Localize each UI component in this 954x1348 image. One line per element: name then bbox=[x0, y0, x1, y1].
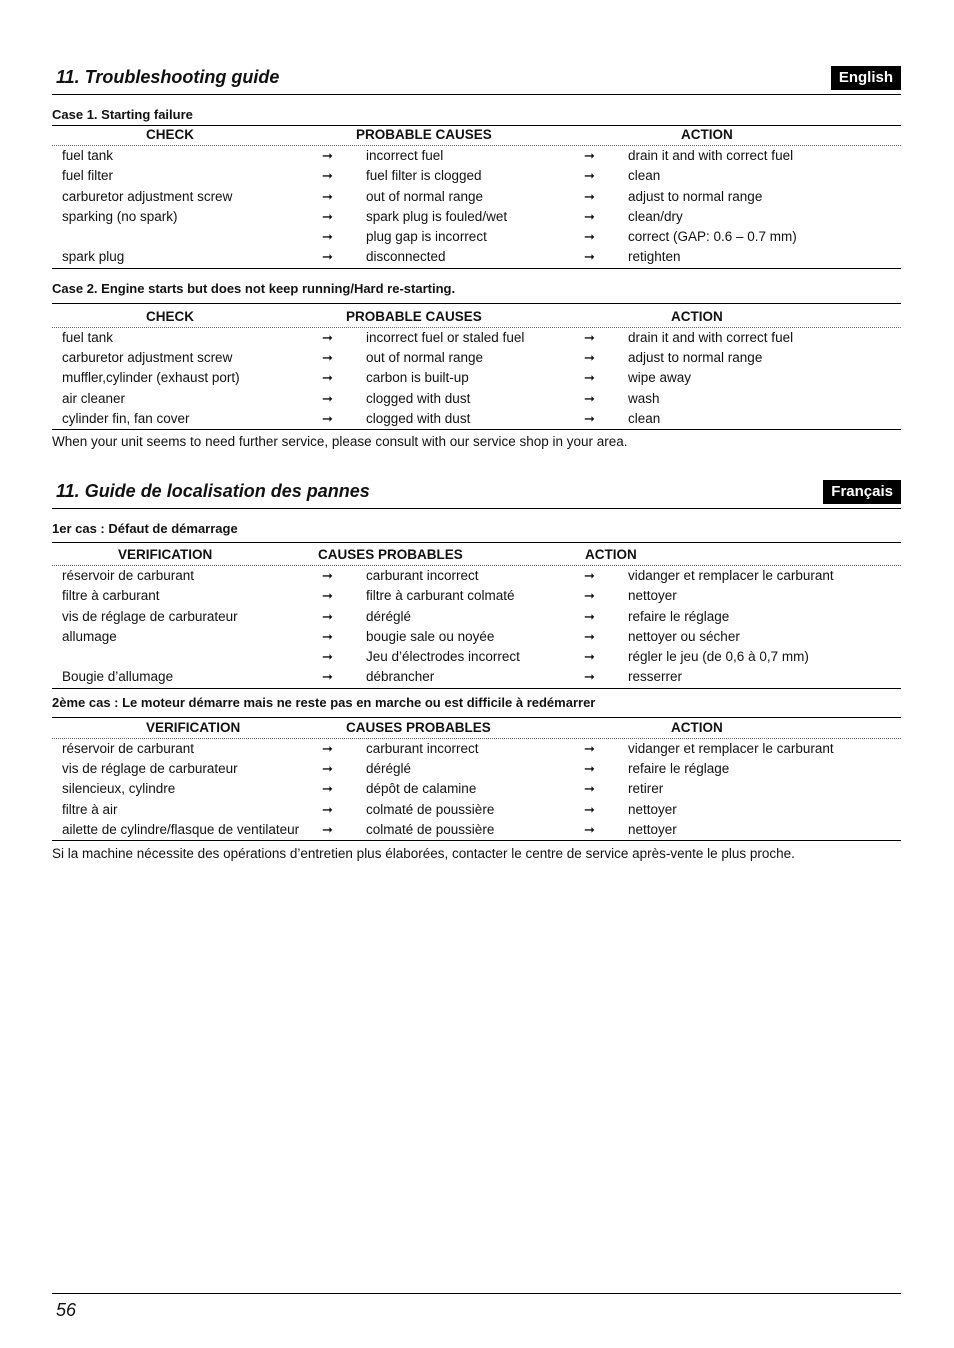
check-cell: filtre à air bbox=[62, 801, 118, 817]
action-cell: adjust to normal range bbox=[628, 350, 763, 366]
arrow-icon: ➞ bbox=[322, 801, 333, 817]
french-section bbox=[52, 476, 901, 864]
table-header bbox=[52, 126, 901, 146]
table-row bbox=[52, 800, 901, 820]
arrow-icon: ➞ bbox=[584, 821, 595, 837]
check-cell: vis de réglage de carburateur bbox=[62, 608, 238, 624]
arrow-icon: ➞ bbox=[584, 669, 595, 685]
arrow-icon: ➞ bbox=[584, 229, 595, 245]
arrow-icon: ➞ bbox=[584, 168, 595, 184]
arrow-icon: ➞ bbox=[322, 188, 333, 204]
table-header bbox=[52, 543, 901, 566]
action-cell: drain it and with correct fuel bbox=[628, 148, 794, 163]
arrow-icon: ➞ bbox=[584, 740, 595, 756]
action-cell: resserrer bbox=[628, 669, 683, 685]
column-header-check: VERIFICATION bbox=[118, 547, 213, 562]
arrow-icon: ➞ bbox=[584, 761, 595, 777]
table-header bbox=[52, 718, 901, 739]
case-title: 1er cas : Défaut de démarrage bbox=[52, 521, 238, 536]
arrow-icon: ➞ bbox=[584, 588, 595, 604]
troubleshooting-table bbox=[52, 303, 901, 430]
cause-cell: bougie sale ou noyée bbox=[366, 628, 495, 644]
service-note: When your unit seems to need further service, please consult with our service shop in your area. bbox=[52, 434, 628, 450]
arrow-icon: ➞ bbox=[584, 801, 595, 817]
cause-cell: out of normal range bbox=[366, 188, 484, 204]
action-cell: retighten bbox=[628, 249, 681, 265]
check-cell: allumage bbox=[62, 628, 117, 644]
table-row bbox=[52, 389, 901, 409]
table-row bbox=[52, 647, 901, 667]
table-row bbox=[52, 368, 901, 388]
section-header bbox=[52, 476, 901, 509]
column-header-action: ACTION bbox=[671, 308, 723, 324]
action-cell: clean bbox=[628, 168, 661, 184]
arrow-icon: ➞ bbox=[584, 208, 595, 224]
check-cell: cylinder fin, fan cover bbox=[62, 410, 190, 426]
table-row bbox=[52, 227, 901, 247]
table-row bbox=[52, 146, 901, 166]
cause-cell: plug gap is incorrect bbox=[366, 229, 487, 245]
table-row bbox=[52, 328, 901, 348]
table-row bbox=[52, 779, 901, 799]
cause-cell: carbon is built-up bbox=[366, 370, 469, 386]
arrow-icon: ➞ bbox=[584, 188, 595, 204]
action-cell: wash bbox=[628, 390, 660, 406]
arrow-icon: ➞ bbox=[322, 669, 333, 685]
arrow-icon: ➞ bbox=[584, 350, 595, 366]
action-cell: vidanger et remplacer le carburant bbox=[628, 740, 834, 756]
cause-cell: filtre à carburant colmaté bbox=[366, 588, 515, 604]
cause-cell: carburant incorrect bbox=[366, 568, 479, 583]
cause-cell: incorrect fuel bbox=[366, 148, 444, 163]
troubleshooting-table bbox=[52, 125, 901, 269]
arrow-icon: ➞ bbox=[584, 148, 595, 163]
action-cell: nettoyer bbox=[628, 588, 677, 604]
check-cell: filtre à carburant bbox=[62, 588, 160, 604]
table-row bbox=[52, 566, 901, 586]
cause-cell: disconnected bbox=[366, 249, 446, 265]
cause-cell: dépôt de calamine bbox=[366, 781, 477, 797]
check-cell: ailette de cylindre/flasque de ventilateur bbox=[62, 821, 300, 837]
check-cell: Bougie d’allumage bbox=[62, 669, 174, 685]
cause-cell: déréglé bbox=[366, 608, 412, 624]
column-header-action: ACTION bbox=[585, 547, 637, 562]
troubleshooting-table bbox=[52, 542, 901, 689]
arrow-icon: ➞ bbox=[322, 628, 333, 644]
cause-cell: carburant incorrect bbox=[366, 740, 479, 756]
arrow-icon: ➞ bbox=[322, 568, 333, 583]
column-header-action: ACTION bbox=[671, 719, 723, 735]
cause-cell: clogged with dust bbox=[366, 410, 471, 426]
arrow-icon: ➞ bbox=[322, 350, 333, 366]
cause-cell: Jeu d’électrodes incorrect bbox=[366, 649, 520, 665]
check-cell: muffler,cylinder (exhaust port) bbox=[62, 370, 240, 386]
arrow-icon: ➞ bbox=[322, 608, 333, 624]
action-cell: clean bbox=[628, 410, 661, 426]
cause-cell: fuel filter is clogged bbox=[366, 168, 482, 184]
arrow-icon: ➞ bbox=[322, 229, 333, 245]
table-row bbox=[52, 586, 901, 606]
cause-cell: colmaté de poussière bbox=[366, 801, 495, 817]
arrow-icon: ➞ bbox=[584, 410, 595, 426]
action-cell: drain it and with correct fuel bbox=[628, 329, 794, 345]
table-row bbox=[52, 759, 901, 779]
english-section bbox=[52, 62, 901, 452]
table-body bbox=[52, 146, 901, 268]
check-cell: silencieux, cylindre bbox=[62, 781, 176, 797]
column-header-causes: PROBABLE CAUSES bbox=[346, 308, 482, 324]
table-row bbox=[52, 607, 901, 627]
table-row bbox=[52, 409, 901, 429]
case-title: Case 1. Starting failure bbox=[52, 107, 193, 122]
arrow-icon: ➞ bbox=[322, 390, 333, 406]
action-cell: régler le jeu (de 0,6 à 0,7 mm) bbox=[628, 649, 809, 665]
table-row bbox=[52, 627, 901, 647]
check-cell: fuel tank bbox=[62, 148, 114, 163]
check-cell: carburetor adjustment screw bbox=[62, 188, 233, 204]
cause-cell: débrancher bbox=[366, 669, 435, 685]
language-badge: Français bbox=[823, 480, 901, 504]
table-row bbox=[52, 187, 901, 207]
column-header-causes: CAUSES PROBABLES bbox=[318, 547, 463, 562]
column-header-causes: CAUSES PROBABLES bbox=[346, 719, 491, 735]
arrow-icon: ➞ bbox=[322, 821, 333, 837]
cause-cell: incorrect fuel or staled fuel bbox=[366, 329, 525, 345]
cause-cell: déréglé bbox=[366, 761, 412, 777]
service-note: Si la machine nécessite des opérations d’entretien plus élaborées, contacter le centre de service après-vente le plus proche. bbox=[52, 846, 795, 862]
arrow-icon: ➞ bbox=[584, 370, 595, 386]
section-header bbox=[52, 62, 901, 95]
arrow-icon: ➞ bbox=[322, 208, 333, 224]
action-cell: wipe away bbox=[628, 370, 692, 386]
arrow-icon: ➞ bbox=[322, 649, 333, 665]
table-row bbox=[52, 739, 901, 759]
check-cell: vis de réglage de carburateur bbox=[62, 761, 238, 777]
arrow-icon: ➞ bbox=[322, 249, 333, 265]
table-row bbox=[52, 166, 901, 186]
action-cell: nettoyer bbox=[628, 821, 677, 837]
arrow-icon: ➞ bbox=[584, 649, 595, 665]
action-cell: nettoyer bbox=[628, 801, 677, 817]
arrow-icon: ➞ bbox=[322, 740, 333, 756]
table-row bbox=[52, 247, 901, 267]
table-body bbox=[52, 739, 901, 840]
troubleshooting-table bbox=[52, 717, 901, 841]
column-header-check: CHECK bbox=[146, 127, 195, 142]
page-footer bbox=[52, 1293, 901, 1320]
arrow-icon: ➞ bbox=[322, 148, 333, 163]
arrow-icon: ➞ bbox=[322, 588, 333, 604]
cause-cell: clogged with dust bbox=[366, 390, 471, 406]
check-cell: carburetor adjustment screw bbox=[62, 350, 233, 366]
table-row bbox=[52, 348, 901, 368]
table-body bbox=[52, 566, 901, 688]
check-cell: air cleaner bbox=[62, 390, 126, 406]
check-cell: réservoir de carburant bbox=[62, 568, 195, 583]
check-cell: fuel filter bbox=[62, 168, 114, 184]
action-cell: vidanger et remplacer le carburant bbox=[628, 568, 834, 583]
action-cell: correct (GAP: 0.6 – 0.7 mm) bbox=[628, 229, 797, 245]
cause-cell: colmaté de poussière bbox=[366, 821, 495, 837]
language-badge: English bbox=[831, 66, 901, 90]
page-number: 56 bbox=[56, 1300, 77, 1320]
table-body bbox=[52, 328, 901, 429]
action-cell: clean/dry bbox=[628, 208, 683, 224]
arrow-icon: ➞ bbox=[322, 168, 333, 184]
arrow-icon: ➞ bbox=[584, 249, 595, 265]
arrow-icon: ➞ bbox=[584, 608, 595, 624]
arrow-icon: ➞ bbox=[322, 410, 333, 426]
column-header-action: ACTION bbox=[681, 127, 733, 142]
action-cell: nettoyer ou sécher bbox=[628, 628, 740, 644]
case-title: 2ème cas : Le moteur démarre mais ne reste pas en marche ou est difficile à redémarrer bbox=[52, 694, 596, 710]
arrow-icon: ➞ bbox=[322, 781, 333, 797]
section-title: 11. Guide de localisation des pannes bbox=[56, 481, 370, 501]
check-cell: réservoir de carburant bbox=[62, 740, 195, 756]
section-title: 11. Troubleshooting guide bbox=[56, 67, 280, 87]
table-row bbox=[52, 667, 901, 687]
cause-cell: spark plug is fouled/wet bbox=[366, 208, 508, 224]
arrow-icon: ➞ bbox=[322, 329, 333, 345]
check-cell: sparking (no spark) bbox=[62, 208, 178, 224]
cause-cell: out of normal range bbox=[366, 350, 484, 366]
table-header bbox=[52, 304, 901, 328]
case-title: Case 2. Engine starts but does not keep running/Hard re-starting. bbox=[52, 280, 456, 296]
arrow-icon: ➞ bbox=[322, 761, 333, 777]
arrow-icon: ➞ bbox=[584, 628, 595, 644]
arrow-icon: ➞ bbox=[584, 390, 595, 406]
check-cell: spark plug bbox=[62, 249, 125, 265]
arrow-icon: ➞ bbox=[584, 568, 595, 583]
column-header-check: VERIFICATION bbox=[146, 719, 241, 735]
arrow-icon: ➞ bbox=[322, 370, 333, 386]
arrow-icon: ➞ bbox=[584, 781, 595, 797]
table-row bbox=[52, 207, 901, 227]
column-header-check: CHECK bbox=[146, 308, 195, 324]
action-cell: retirer bbox=[628, 781, 664, 797]
action-cell: refaire le réglage bbox=[628, 761, 730, 777]
action-cell: adjust to normal range bbox=[628, 188, 763, 204]
column-header-causes: PROBABLE CAUSES bbox=[356, 127, 492, 142]
arrow-icon: ➞ bbox=[584, 329, 595, 345]
check-cell: fuel tank bbox=[62, 329, 114, 345]
table-row bbox=[52, 820, 901, 840]
action-cell: refaire le réglage bbox=[628, 608, 730, 624]
